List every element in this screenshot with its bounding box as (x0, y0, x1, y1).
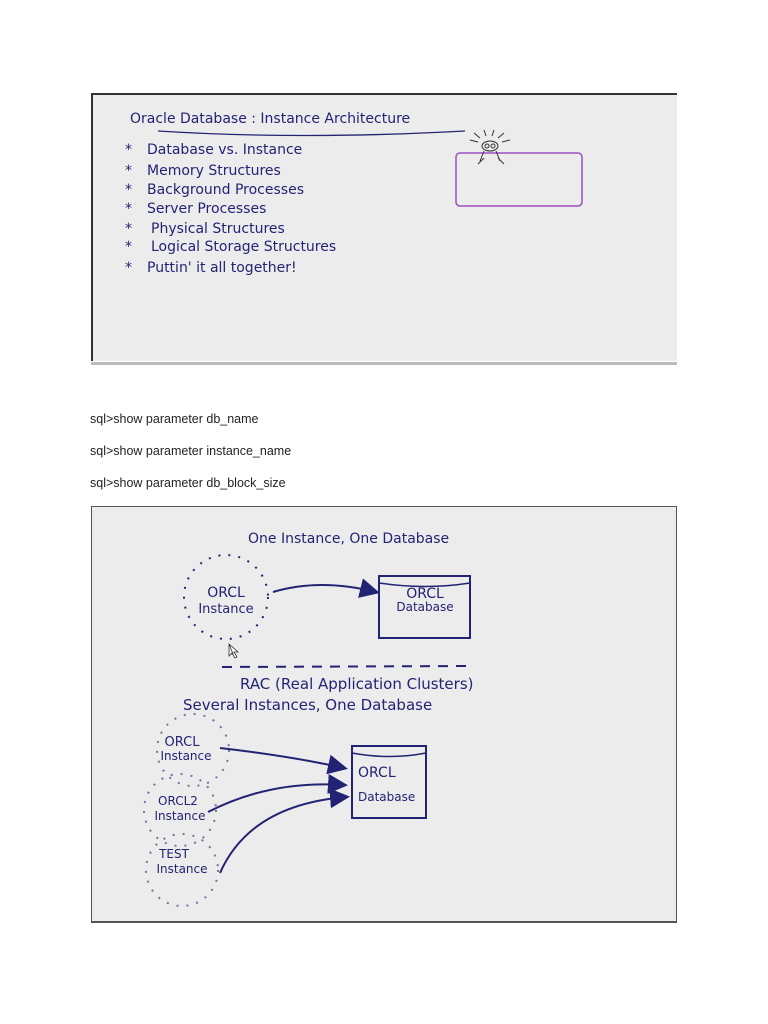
database-name: ORCL (358, 765, 396, 781)
list-item: Memory Structures (147, 163, 281, 179)
instance-label: Instance (160, 749, 212, 763)
slide-title: Oracle Database : Instance Architecture (130, 111, 411, 127)
database-name: ORCL (406, 586, 444, 602)
rac-title: RAC (Real Application Clusters) (240, 675, 474, 693)
arrow (220, 748, 344, 768)
arrow (208, 784, 344, 812)
sql-command: sql>show parameter db_name (90, 412, 259, 426)
database-label: Database (358, 790, 416, 804)
list-item: Server Processes (147, 201, 267, 217)
bullet: * (125, 182, 132, 198)
list-item: Puttin' it all together! (147, 260, 297, 276)
instance-label: Instance (154, 809, 206, 823)
mouse-cursor-icon (229, 644, 238, 658)
bullet: * (125, 260, 132, 276)
rac-subtitle: Several Instances, One Database (183, 696, 433, 714)
bullet: * (125, 163, 132, 179)
bullet: * (125, 201, 132, 217)
list-item: Logical Storage Structures (151, 239, 337, 255)
sql-command: sql>show parameter instance_name (90, 444, 292, 458)
dashed-divider (222, 666, 470, 667)
bullet: * (125, 142, 132, 158)
diagram-title: One Instance, One Database (248, 531, 450, 547)
database-label: Database (396, 600, 454, 614)
instance-name: ORCL (164, 735, 200, 750)
instance-name: ORCL2 (158, 794, 198, 808)
list-item: Database vs. Instance (147, 142, 303, 158)
instance-name: TEST (159, 847, 189, 861)
list-item: Physical Structures (151, 221, 285, 237)
list-item: Background Processes (147, 182, 304, 198)
instance-name: ORCL (207, 585, 245, 601)
sql-command: sql>show parameter db_block_size (90, 476, 286, 490)
instance-label: Instance (156, 862, 208, 876)
bullet: * (125, 239, 132, 255)
arrow (273, 585, 376, 592)
bullet: * (125, 221, 132, 237)
instance-label: Instance (198, 602, 254, 617)
arrow (220, 797, 346, 873)
